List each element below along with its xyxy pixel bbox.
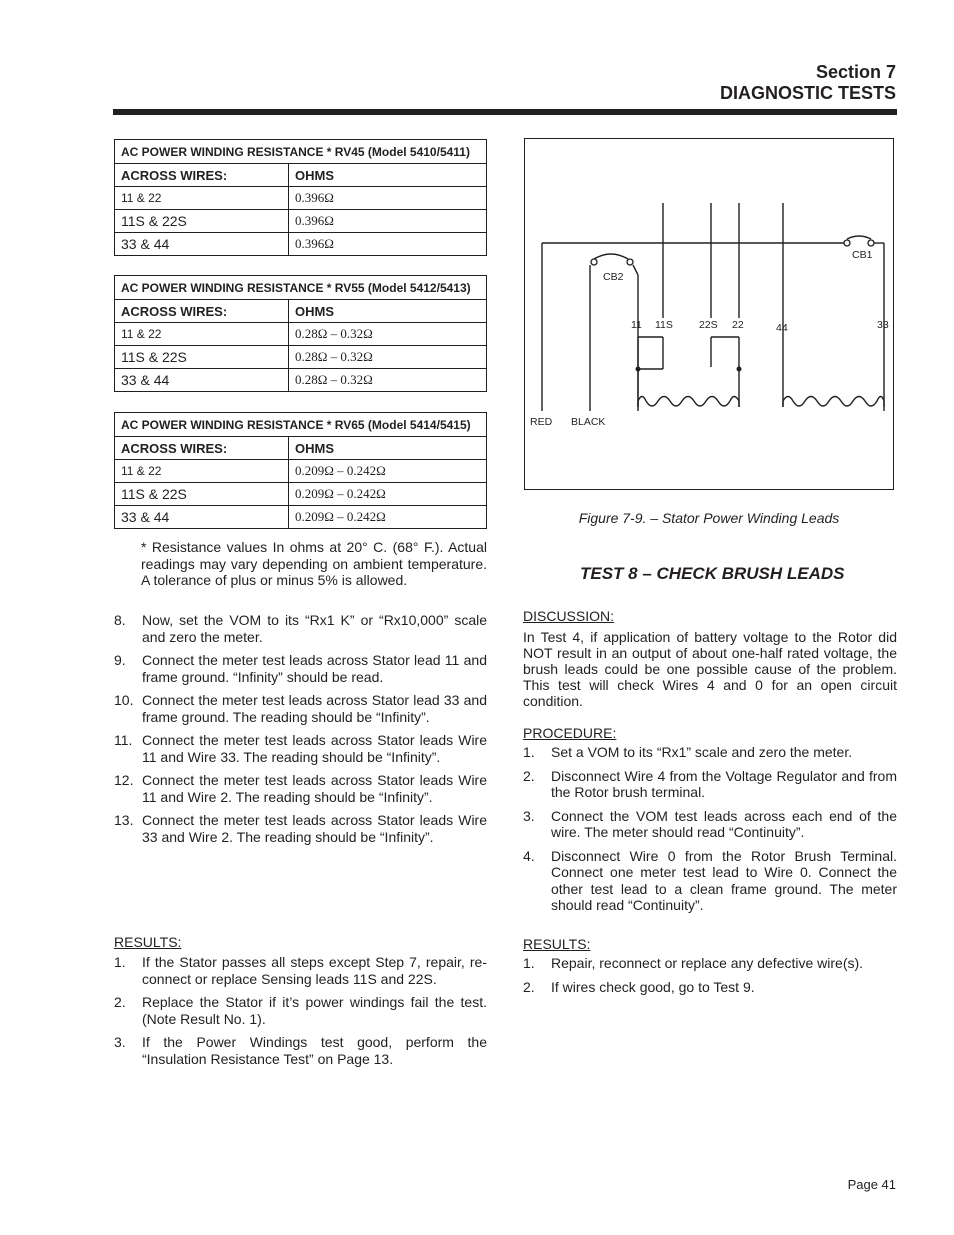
- step-list: [114, 612, 487, 845]
- table-cell: 0.28Ω – 0.32Ω: [289, 369, 487, 392]
- table-cell: 0.209Ω – 0.242Ω: [289, 483, 487, 506]
- procedure-label: PROCEDURE:: [523, 725, 617, 741]
- item-text: If the Power Windings test good, perform the “Insulation Resistance Test” on Page 13.: [142, 1034, 487, 1067]
- table-cell: 0.28Ω – 0.32Ω: [289, 323, 487, 346]
- table-cell: 0.396Ω: [289, 210, 487, 233]
- col-header-wires: ACROSS WIRES:: [115, 164, 289, 187]
- table-cell: 0.396Ω: [289, 187, 487, 210]
- label-wire-22s: 22S: [699, 319, 718, 331]
- table-cell: 0.396Ω: [289, 233, 487, 256]
- item-text: Connect the meter test leads across Stator leads Wire 11 and Wire 2. The reading should be “Infinity”.: [142, 772, 487, 805]
- figure-caption: Figure 7-9. – Stator Power Winding Leads: [578, 510, 840, 526]
- item-text: Connect the meter test leads across Stator leads Wire 33 and Wire 2. The reading should be “Infinity”.: [142, 812, 487, 845]
- procedure-list: [523, 744, 897, 914]
- table-row: [115, 483, 487, 506]
- list-item: [114, 612, 487, 645]
- col-header-ohms: OHMS: [289, 437, 487, 460]
- item-text: Connect the meter test leads across Stator lead 33 and frame ground. The reading should be “Infinity”.: [142, 692, 487, 725]
- table-cell: 11S & 22S: [115, 210, 289, 233]
- item-number: 2.: [114, 994, 126, 1010]
- item-text: Disconnect Wire 4 from the Voltage Regulator and from the Rotor brush terminal.: [551, 767, 897, 800]
- table-row: [115, 369, 487, 392]
- stator-wiring-diagram: [525, 139, 895, 491]
- list-item: [114, 994, 487, 1027]
- list-item: [523, 767, 897, 801]
- col-header-ohms: OHMS: [289, 300, 487, 323]
- label-wire-22: 22: [732, 319, 744, 331]
- label-red: RED: [530, 416, 553, 428]
- list-item: [114, 772, 487, 805]
- list-item: [114, 1034, 487, 1067]
- item-number: 8.: [114, 612, 126, 628]
- label-cb1: CB1: [852, 249, 873, 261]
- list-item: [523, 847, 897, 914]
- resistance-table-rv55: [114, 275, 487, 392]
- item-number: 1.: [523, 744, 535, 760]
- item-number: 3.: [114, 1034, 126, 1050]
- item-number: 9.: [114, 652, 126, 668]
- table-row: [115, 506, 487, 529]
- table-title: AC POWER WINDING RESISTANCE * RV45 (Model 5410/5411): [115, 140, 487, 164]
- table-title: AC POWER WINDING RESISTANCE * RV55 (Model 5412/5413): [115, 276, 487, 300]
- item-text: Repair, reconnect or replace any defective wire(s).: [551, 955, 864, 971]
- table-row: [115, 323, 487, 346]
- label-black: BLACK: [571, 416, 606, 428]
- list-item: [523, 955, 897, 972]
- table-cell: 11S & 22S: [115, 346, 289, 369]
- table-cell: 33 & 44: [115, 369, 289, 392]
- list-item: [114, 954, 487, 987]
- item-text: Set a VOM to its “Rx1” scale and zero the meter.: [551, 744, 853, 760]
- table-row: [115, 460, 487, 483]
- list-item: [114, 692, 487, 725]
- list-item: [114, 652, 487, 685]
- col-header-wires: ACROSS WIRES:: [115, 300, 289, 323]
- item-text: Connect the VOM test leads across each end of the wire. The meter should read “Continuity”.: [551, 807, 897, 840]
- results-label: RESULTS:: [114, 934, 182, 950]
- label-cb2: CB2: [603, 271, 624, 283]
- list-item: [523, 807, 897, 841]
- table-cell: 33 & 44: [115, 233, 289, 256]
- resistance-table-rv65: [114, 412, 487, 529]
- resistance-footnote: * Resistance values In ohms at 20° C. (68° F.). Actual readings may vary depending on ambient temperature. A tolerance of plus or minus 5% is allowed.: [141, 539, 487, 588]
- item-text: Disconnect Wire 0 from the Rotor Brush Terminal. Connect one meter test lead to Wire 0. Connect the other test lead to a clean frame ground. The meter should read “Continuity”.: [551, 847, 897, 913]
- table-cell: 11 & 22: [115, 460, 289, 483]
- table-row: [115, 210, 487, 233]
- table-cell: 0.209Ω – 0.242Ω: [289, 460, 487, 483]
- resistance-table-rv45: [114, 139, 487, 256]
- col-header-ohms: OHMS: [289, 164, 487, 187]
- results-label-test8: RESULTS:: [523, 936, 591, 952]
- item-number: 2.: [523, 767, 535, 784]
- header-rule: [113, 109, 897, 115]
- table-row: [115, 233, 487, 256]
- item-number: 4.: [523, 847, 535, 864]
- item-number: 10.: [114, 692, 134, 708]
- table-cell: 11 & 22: [115, 323, 289, 346]
- item-number: 11.: [114, 732, 133, 748]
- results-list-test8: [523, 955, 897, 995]
- item-text: If the Stator passes all steps except Step 7, repair, re-connect or replace Sensing leads 11S and 22S.: [142, 954, 487, 987]
- discussion-label: DISCUSSION:: [523, 608, 615, 624]
- table-cell: 0.28Ω – 0.32Ω: [289, 346, 487, 369]
- section-number: Section 7: [815, 62, 896, 82]
- list-item: [523, 744, 897, 761]
- results-list: [114, 954, 487, 1067]
- table-cell: 0.209Ω – 0.242Ω: [289, 506, 487, 529]
- item-number: 12.: [114, 772, 134, 788]
- list-item: [114, 812, 487, 845]
- list-item: [523, 978, 897, 996]
- table-cell: 33 & 44: [115, 506, 289, 529]
- test8-title: TEST 8 – CHECK BRUSH LEADS: [580, 564, 845, 583]
- item-number: 13.: [114, 812, 134, 828]
- item-number: 3.: [523, 807, 535, 824]
- stator-wiring-figure: [524, 138, 894, 490]
- section-title: DIAGNOSTIC TESTS: [719, 83, 896, 103]
- discussion-text: In Test 4, if application of battery voltage to the Rotor did NOT result in an output of about one-half rated voltage, the brush leads could be one possible cause of the problem. This test will check Wires 4 and 0 for an open circuit condition.: [523, 629, 897, 709]
- label-wire-11s: 11S: [655, 319, 673, 331]
- item-text: If wires check good, go to Test 9.: [551, 978, 755, 995]
- page-number: Page 41: [847, 1177, 896, 1192]
- section-header: [720, 62, 896, 104]
- table-row: [115, 346, 487, 369]
- item-text: Connect the meter test leads across Stator lead 11 and frame ground. “Infinity” should be read.: [142, 652, 487, 685]
- table-cell: 11 & 22: [115, 187, 289, 210]
- item-number: 1.: [523, 955, 535, 971]
- col-header-wires: ACROSS WIRES:: [115, 437, 289, 460]
- table-cell: 11S & 22S: [115, 483, 289, 506]
- item-text: Connect the meter test leads across Stator leads Wire 11 and Wire 33. The reading should be “Infinity”.: [142, 732, 487, 765]
- label-wire-11: 11: [631, 319, 642, 331]
- item-number: 1.: [114, 954, 126, 970]
- label-wire-33: 33: [877, 319, 889, 331]
- item-number: 2.: [523, 978, 535, 995]
- table-row: [115, 187, 487, 210]
- label-wire-44: 44: [776, 322, 788, 334]
- item-text: Replace the Stator if it’s power windings fail the test. (Note Result No. 1).: [142, 994, 487, 1027]
- item-text: Now, set the VOM to its “Rx1 K” or “Rx10,000” scale and zero the meter.: [142, 612, 487, 645]
- list-item: [114, 732, 487, 765]
- table-title: AC POWER WINDING RESISTANCE * RV65 (Model 5414/5415): [115, 413, 487, 437]
